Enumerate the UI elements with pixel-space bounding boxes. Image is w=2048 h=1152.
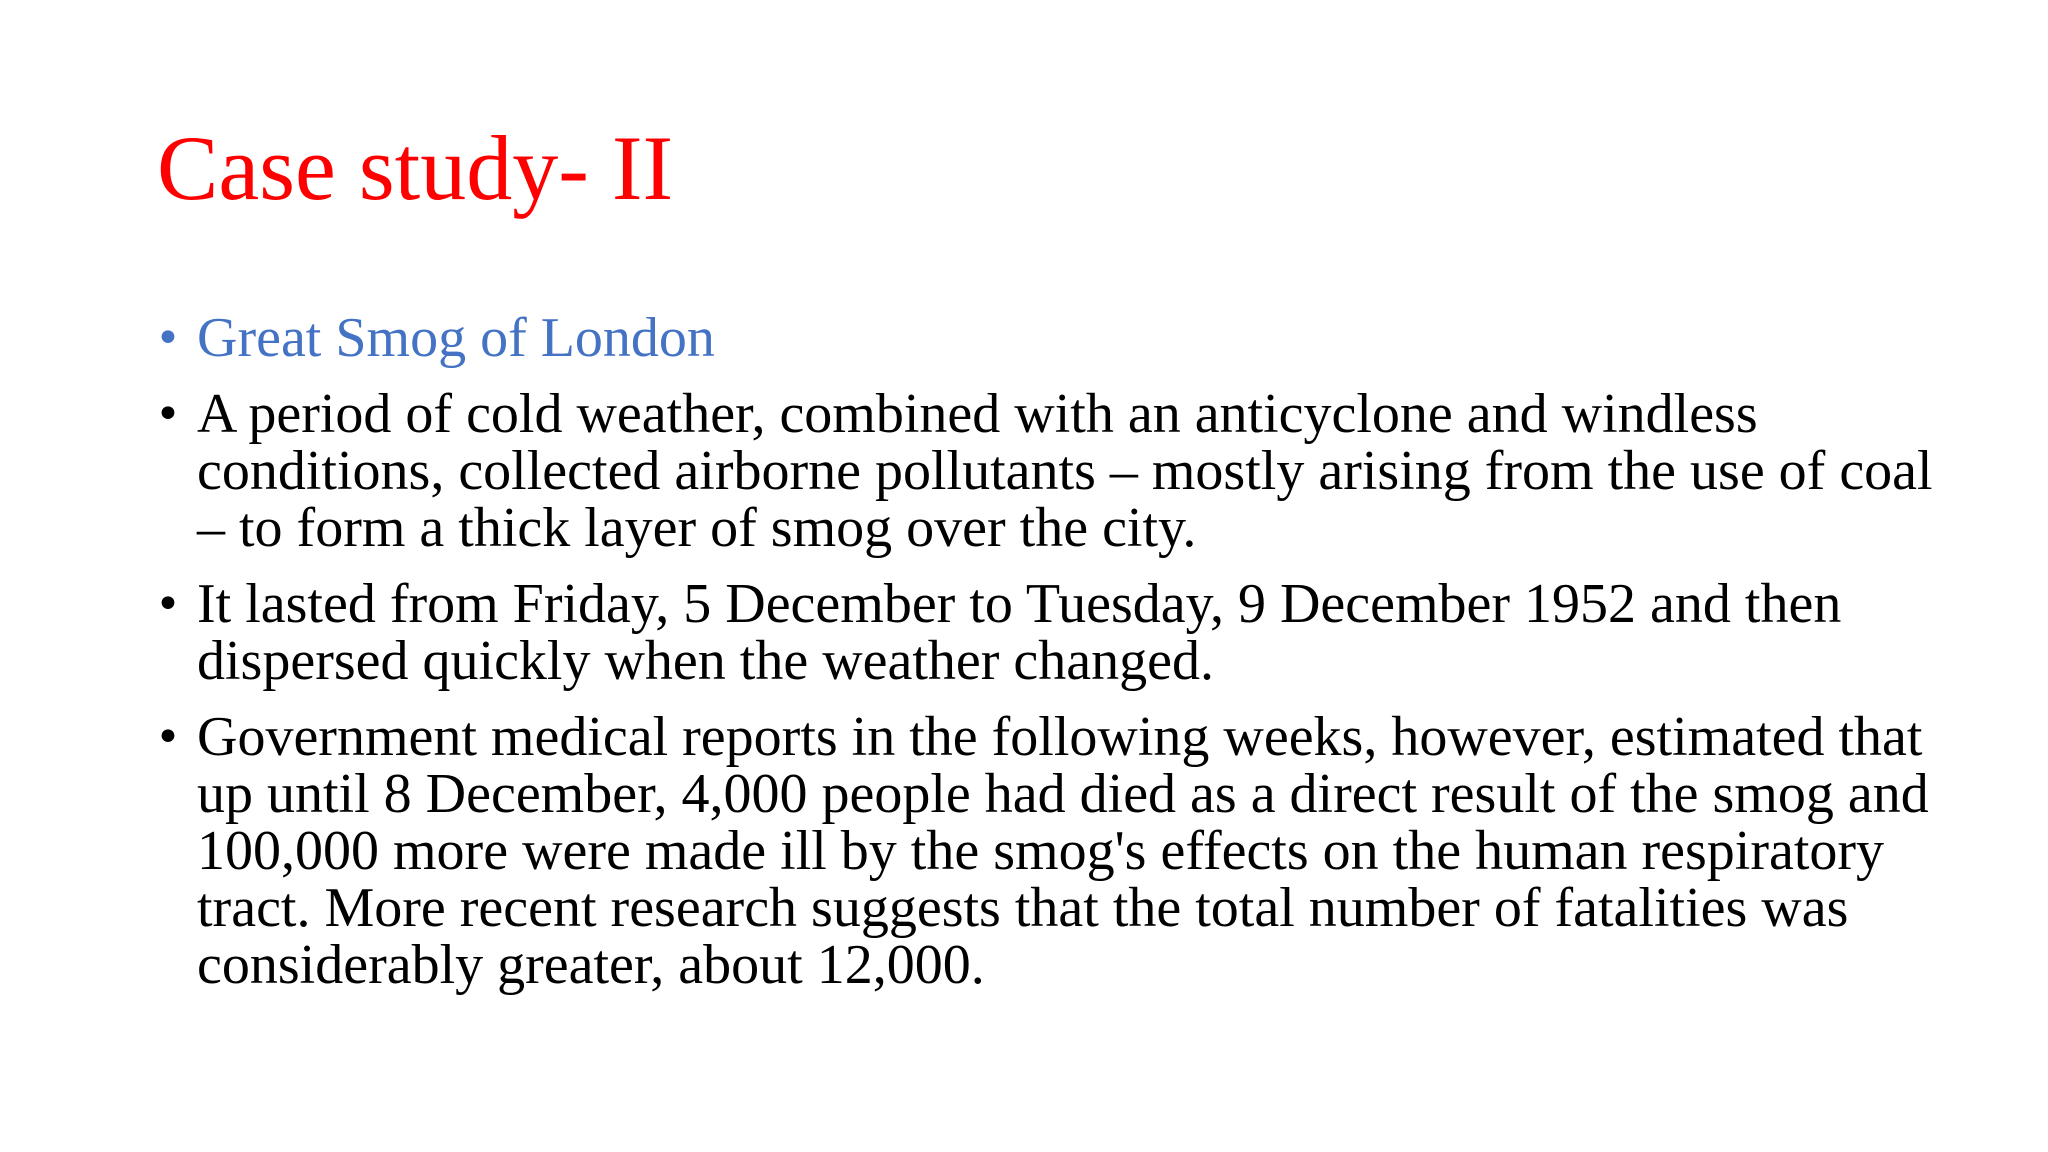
bullet-text: Great Smog of London: [197, 307, 715, 369]
bullet-text: Government medical reports in the following weeks, however, estimated that up until 8 December, 4,000 people had died as a direct result of the smog and 100,000 more were made ill by the smog's effects on the human respiratory tract. More recent research suggests that the total number of fatalities was considerably greater, about 12,000.: [197, 706, 1929, 996]
bullet-text: A period of cold weather, combined with an anticyclone and windless conditions, collected airborne pollutants – mostly arising from the use of coal – to form a thick layer of smog over the city.: [197, 383, 1933, 559]
slide-title: Case study- II: [157, 117, 674, 219]
bullet-item-cold-weather: [155, 383, 1955, 559]
bullet-icon: •: [155, 712, 181, 763]
bullet-icon: •: [155, 579, 181, 630]
bullet-item-duration: [155, 573, 1955, 692]
bullet-list: [155, 307, 1955, 1013]
bullet-icon: •: [155, 389, 181, 440]
bullet-icon: •: [155, 313, 181, 364]
bullet-item-medical-reports: [155, 706, 1955, 996]
bullet-item-great-smog: [155, 307, 1955, 369]
bullet-text: It lasted from Friday, 5 December to Tuesday, 9 December 1952 and then dispersed quickly when the weather changed.: [197, 573, 1842, 692]
